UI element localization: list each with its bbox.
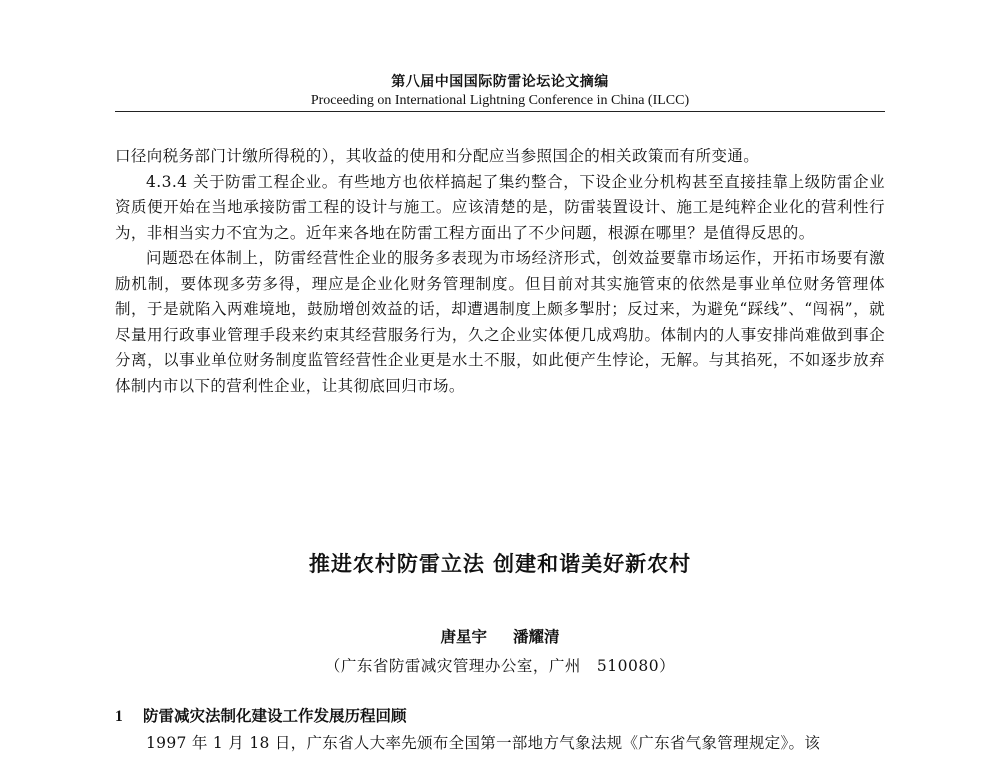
section-number: 1 — [115, 708, 123, 725]
header-title-cn: 第八届中国国际防雷论坛论文摘编 — [391, 74, 609, 90]
author-name: 唐星宇 — [440, 627, 487, 646]
paragraph-4-3-4: 4.3.4 关于防雷工程企业。有些地方也依样搞起了集约整合，下设企业分机构甚至直接挂靠上级防雷企业资质便开始在当地承接防雷工程的设计与施工。应该清楚的是，防雷装置设计、施工是纯粹企业化的营利性行为，非相当实力不宜为之。近年来各地在防雷工程方面出了不少问题，根源在哪里？是值得反思的。 — [115, 172, 885, 242]
paragraph-continuation: 口径向税务部门计缴所得税的），其收益的使用和分配应当参照国企的相关政策而有所变通。 — [115, 147, 760, 165]
article-title: 推进农村防雷立法 创建和谐美好新农村 — [308, 552, 692, 576]
section-first-line: 1997 年 1 月 18 日，广东省人大率先颁布全国第一部地方气象法规《广东省气象管理规定》。该 — [146, 734, 821, 752]
header-title-en: Proceeding on International Lightning Conference in China (ILCC) — [310, 93, 690, 108]
author-affiliation: （广东省防雷减灾管理办公室，广州 510080） — [324, 657, 676, 675]
author-name: 潘耀清 — [513, 627, 560, 646]
article-authors — [115, 626, 885, 648]
section-heading — [115, 704, 407, 729]
body-text — [115, 144, 885, 399]
header-rule — [115, 111, 885, 112]
running-header — [115, 72, 885, 110]
section-title: 防雷减灾法制化建设工作发展历程回顾 — [143, 706, 407, 725]
paragraph-system-issue: 问题恐在体制上，防雷经营性企业的服务多表现为市场经济形式，创效益要靠市场运作，开拓市场要有激励机制，要体现多劳多得，理应是企业化财务管理制度。但目前对其实施管束的依然是事业单位财务管理体制，于是就陷入两难境地，鼓励增创效益的话，却遭遇制度上颇多掣肘；反过来，为避免“踩线”、“闯祸”，就尽量用行政事业管理手段来约束其经营服务行为，久之企业实体便几成鸡肋。体制内的人事安排尚难做到事企分离，以事业单位财务制度监管经营性企业更是水土不服，如此便产生悖论，无解。与其掐死，不如逐步放弃体制内市以下的营利性企业，让其彻底回归市场。 — [115, 249, 885, 395]
